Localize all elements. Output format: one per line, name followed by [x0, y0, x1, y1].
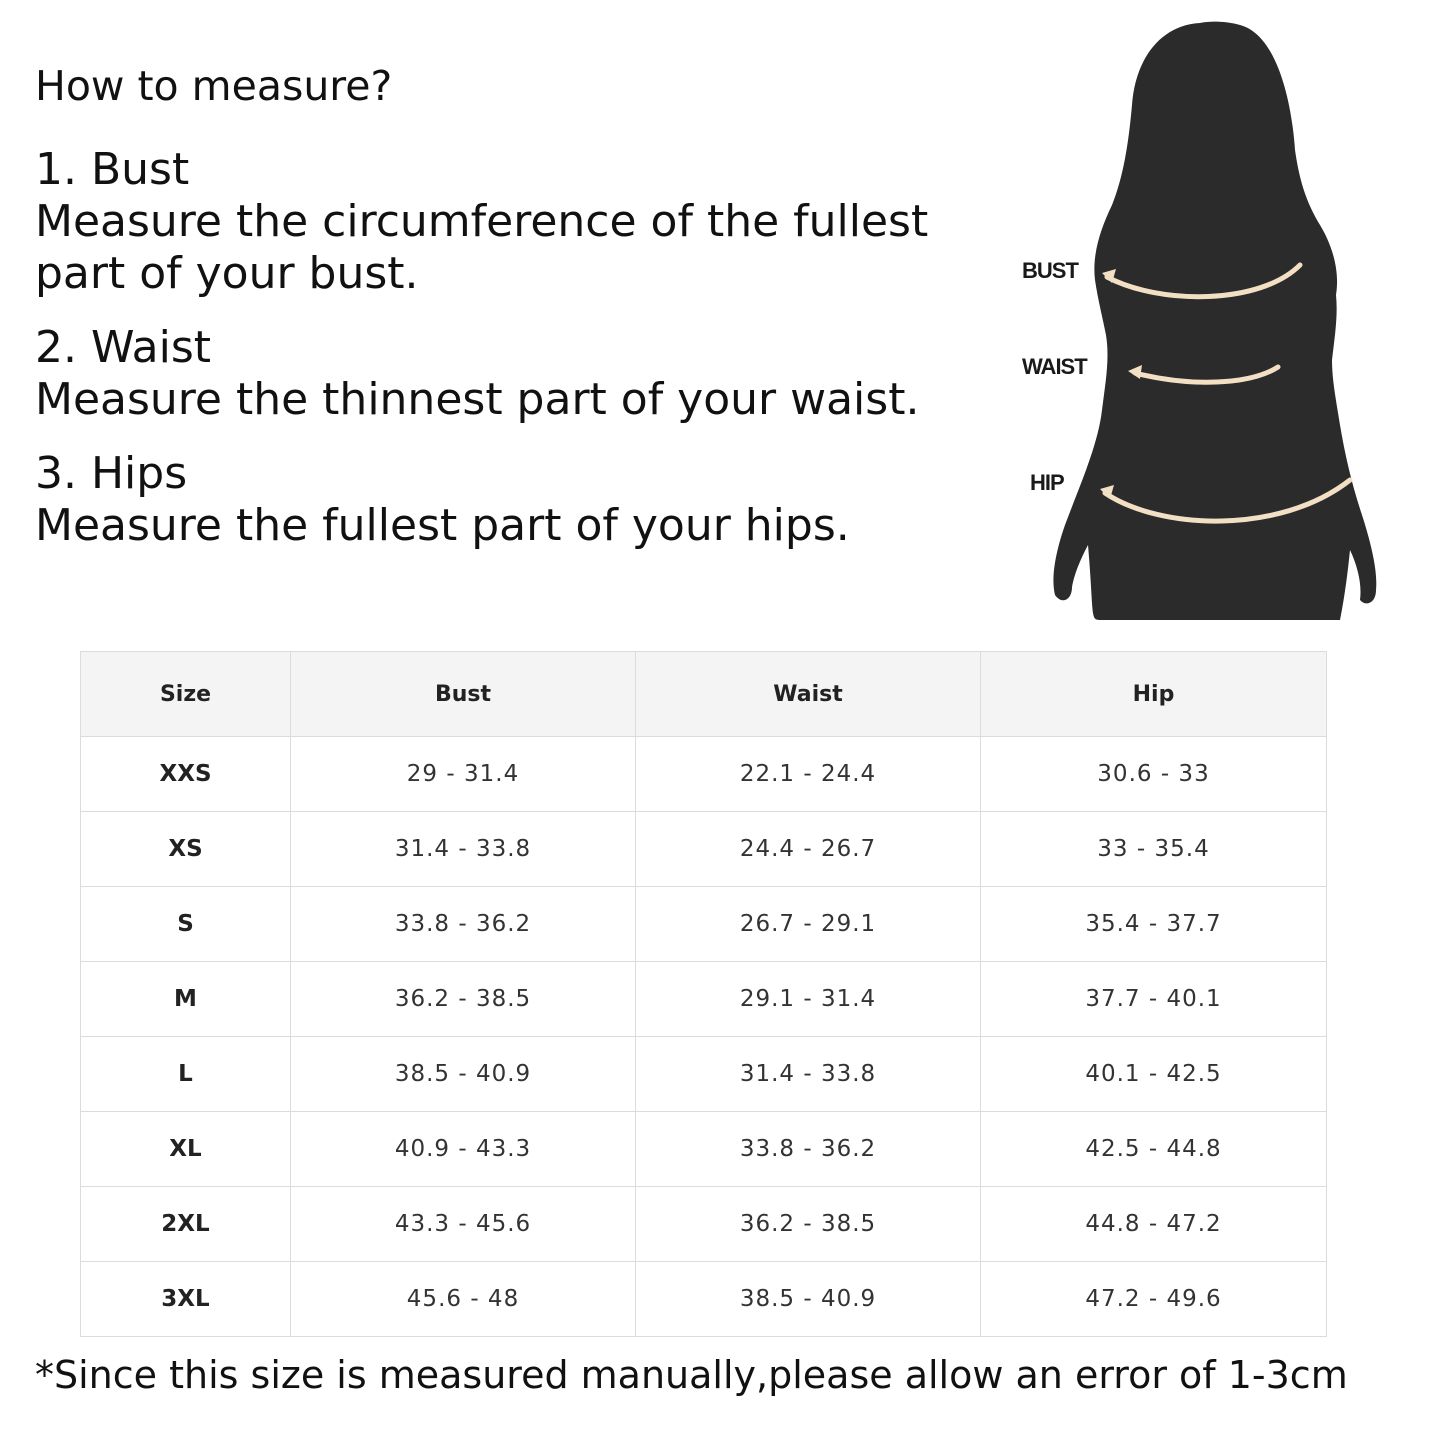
measure-guide: [35, 58, 975, 574]
bust-cell: 38.5 - 40.9: [291, 1037, 636, 1112]
waist-cell: 36.2 - 38.5: [636, 1187, 981, 1262]
hip-cell: 33 - 35.4: [981, 812, 1327, 887]
table-row: [81, 1112, 1327, 1187]
hip-cell: 35.4 - 37.7: [981, 887, 1327, 962]
step-description: Measure the fullest part of your hips.: [35, 500, 850, 551]
step-description: Measure the circumference of the fullest: [35, 196, 929, 247]
hip-label: HIP: [1030, 470, 1064, 495]
bust-cell: 43.3 - 45.6: [291, 1187, 636, 1262]
step-hips: [35, 448, 975, 552]
waist-cell: 33.8 - 36.2: [636, 1112, 981, 1187]
waist-cell: 22.1 - 24.4: [636, 737, 981, 812]
table-row: [81, 1187, 1327, 1262]
size-cell: 2XL: [81, 1187, 291, 1262]
body-silhouette-figure: [1010, 15, 1410, 625]
step-waist: [35, 322, 975, 426]
table-row: [81, 737, 1327, 812]
size-cell: 3XL: [81, 1262, 291, 1337]
hip-cell: 37.7 - 40.1: [981, 962, 1327, 1037]
step-bust: [35, 144, 975, 300]
step-heading: 3. Hips: [35, 448, 188, 499]
bust-cell: 31.4 - 33.8: [291, 812, 636, 887]
table-row: [81, 812, 1327, 887]
header-bust: Bust: [291, 652, 636, 737]
hip-cell: 44.8 - 47.2: [981, 1187, 1327, 1262]
waist-cell: 24.4 - 26.7: [636, 812, 981, 887]
table-row: [81, 962, 1327, 1037]
hip-cell: 42.5 - 44.8: [981, 1112, 1327, 1187]
bust-label: BUST: [1022, 258, 1078, 283]
bust-cell: 36.2 - 38.5: [291, 962, 636, 1037]
table-header-row: [81, 652, 1327, 737]
hip-cell: 47.2 - 49.6: [981, 1262, 1327, 1337]
step-heading: 1. Bust: [35, 144, 190, 195]
bust-cell: 40.9 - 43.3: [291, 1112, 636, 1187]
size-cell: M: [81, 962, 291, 1037]
silhouette-illustration: [1010, 15, 1410, 625]
size-cell: S: [81, 887, 291, 962]
header-hip: Hip: [981, 652, 1327, 737]
header-waist: Waist: [636, 652, 981, 737]
waist-cell: 26.7 - 29.1: [636, 887, 981, 962]
silhouette-body: [1053, 22, 1376, 620]
footnote: *Since this size is measured manually,please allow an error of 1-3cm: [35, 1353, 1348, 1397]
step-description: part of your bust.: [35, 248, 419, 299]
step-description: Measure the thinnest part of your waist.: [35, 374, 920, 425]
size-cell: XXS: [81, 737, 291, 812]
waist-label: WAIST: [1022, 354, 1087, 379]
guide-title: How to measure?: [35, 62, 393, 110]
bust-cell: 33.8 - 36.2: [291, 887, 636, 962]
size-cell: L: [81, 1037, 291, 1112]
size-cell: XL: [81, 1112, 291, 1187]
table-row: [81, 1037, 1327, 1112]
size-chart-table: [80, 651, 1327, 1337]
size-cell: XS: [81, 812, 291, 887]
header-size: Size: [81, 652, 291, 737]
waist-cell: 31.4 - 33.8: [636, 1037, 981, 1112]
table-row: [81, 1262, 1327, 1337]
bust-cell: 45.6 - 48: [291, 1262, 636, 1337]
table-row: [81, 887, 1327, 962]
waist-cell: 38.5 - 40.9: [636, 1262, 981, 1337]
hip-cell: 40.1 - 42.5: [981, 1037, 1327, 1112]
hip-cell: 30.6 - 33: [981, 737, 1327, 812]
bust-cell: 29 - 31.4: [291, 737, 636, 812]
waist-cell: 29.1 - 31.4: [636, 962, 981, 1037]
step-heading: 2. Waist: [35, 322, 212, 373]
